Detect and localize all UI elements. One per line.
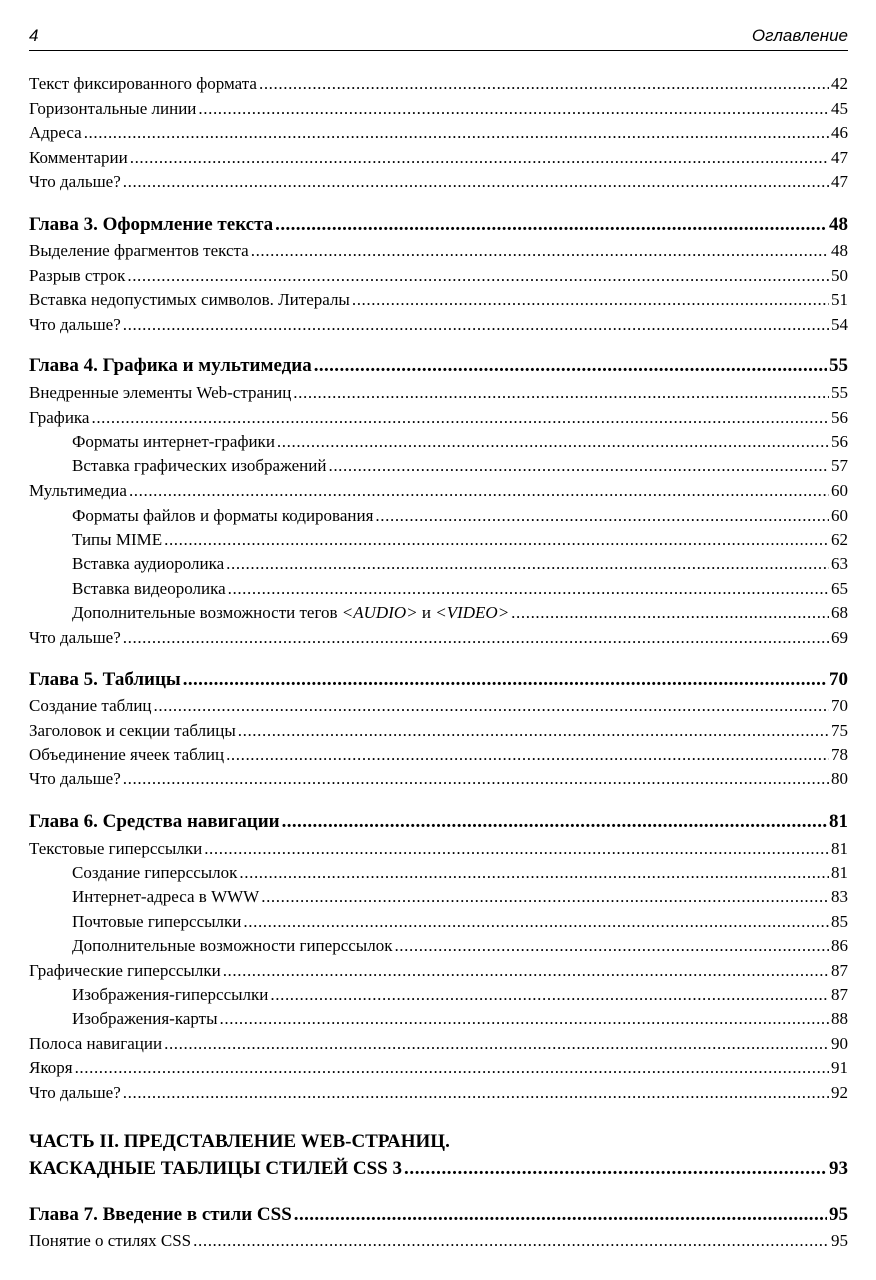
toc-entry: Мультимедиа ..... 60 [29,479,848,503]
toc-entry: Якоря ..... 91 [29,1056,848,1080]
toc-part-title: ЧАСТЬ II. ПРЕДСТАВЛЕНИЕ WEB-СТРАНИЦ. [29,1131,450,1152]
toc-entry: Текст фиксированного формата ..... 42 [29,72,848,96]
toc-entry: Создание таблиц ..... 70 [29,694,848,718]
toc-entry: Графика ..... 56 [29,406,848,430]
toc-subentry: Изображения-карты ..... 88 [29,1007,848,1031]
toc-subentry: Интернет-адреса в WWW ..... 83 [29,885,848,909]
toc-entry: Разрыв строк ..... 50 [29,264,848,288]
toc-entry: Заголовок и секции таблицы ..... 75 [29,719,848,743]
toc-entry: Внедренные элементы Web-страниц ..... 55 [29,381,848,405]
toc-subentry: Дополнительные возможности гиперссылок ..... 86 [29,934,848,958]
running-title: Оглавление [751,26,848,45]
toc-entry: Что дальше? ..... 47 [29,170,848,194]
toc-chapter: Глава 7. Введение в стили CSS ..... 95 [29,1203,848,1227]
toc-subentry: Вставка графических изображений ..... 57 [29,454,848,478]
toc-chapter: Глава 3. Оформление текста ..... 48 [29,213,848,237]
toc-subentry: Вставка видеоролика ..... 65 [29,577,848,601]
toc-entry: Текстовые гиперссылки ..... 81 [29,837,848,861]
toc-entry: Горизонтальные линии ..... 45 [29,97,848,121]
book-page [29,0,848,1280]
toc-entry: Что дальше? ..... 80 [29,767,848,791]
toc-entry: Что дальше? ..... 69 [29,626,848,650]
toc-entry: Вставка недопустимых символов. Литералы ..... 51 [29,288,848,312]
toc-entry: Что дальше? ..... 92 [29,1081,848,1105]
toc-entry: Графические гиперссылки ..... 87 [29,959,848,983]
toc-entry: Понятие о стилях CSS ..... 95 [29,1229,848,1253]
toc-entry: Выделение фрагментов текста ..... 48 [29,239,848,263]
toc-subentry: Вставка аудиоролика ..... 63 [29,552,848,576]
toc-chapter: Глава 4. Графика и мультимедиа ..... 55 [29,354,848,378]
toc-entry: Что дальше? ..... 54 [29,313,848,337]
toc-entry: Комментарии ..... 47 [29,146,848,170]
toc-subentry: Почтовые гиперссылки ..... 85 [29,910,848,934]
toc-part: КАСКАДНЫЕ ТАБЛИЦЫ СТИЛЕЙ CSS 3 ..... 93 [29,1157,848,1181]
toc-subentry: Форматы интернет-графики ..... 56 [29,430,848,454]
toc-chapter: Глава 6. Средства навигации ..... 81 [29,810,848,834]
toc-subentry: Дополнительные возможности тегов <AUDIO> и <VIDEO> ..... 68 [29,601,848,625]
toc-chapter: Глава 5. Таблицы ..... 70 [29,668,848,692]
toc-entry: Адреса ..... 46 [29,121,848,145]
toc-subentry: Изображения-гиперссылки ..... 87 [29,983,848,1007]
toc-subentry: Форматы файлов и форматы кодирования ..... 60 [29,504,848,528]
toc-subentry: Типы MIME ..... 62 [29,528,848,552]
toc-entry: Объединение ячеек таблиц ..... 78 [29,743,848,767]
table-of-contents [29,0,848,1280]
toc-entry: Полоса навигации ..... 90 [29,1032,848,1056]
toc-subentry: Создание гиперссылок ..... 81 [29,861,848,885]
page-number: 4 [29,26,39,45]
